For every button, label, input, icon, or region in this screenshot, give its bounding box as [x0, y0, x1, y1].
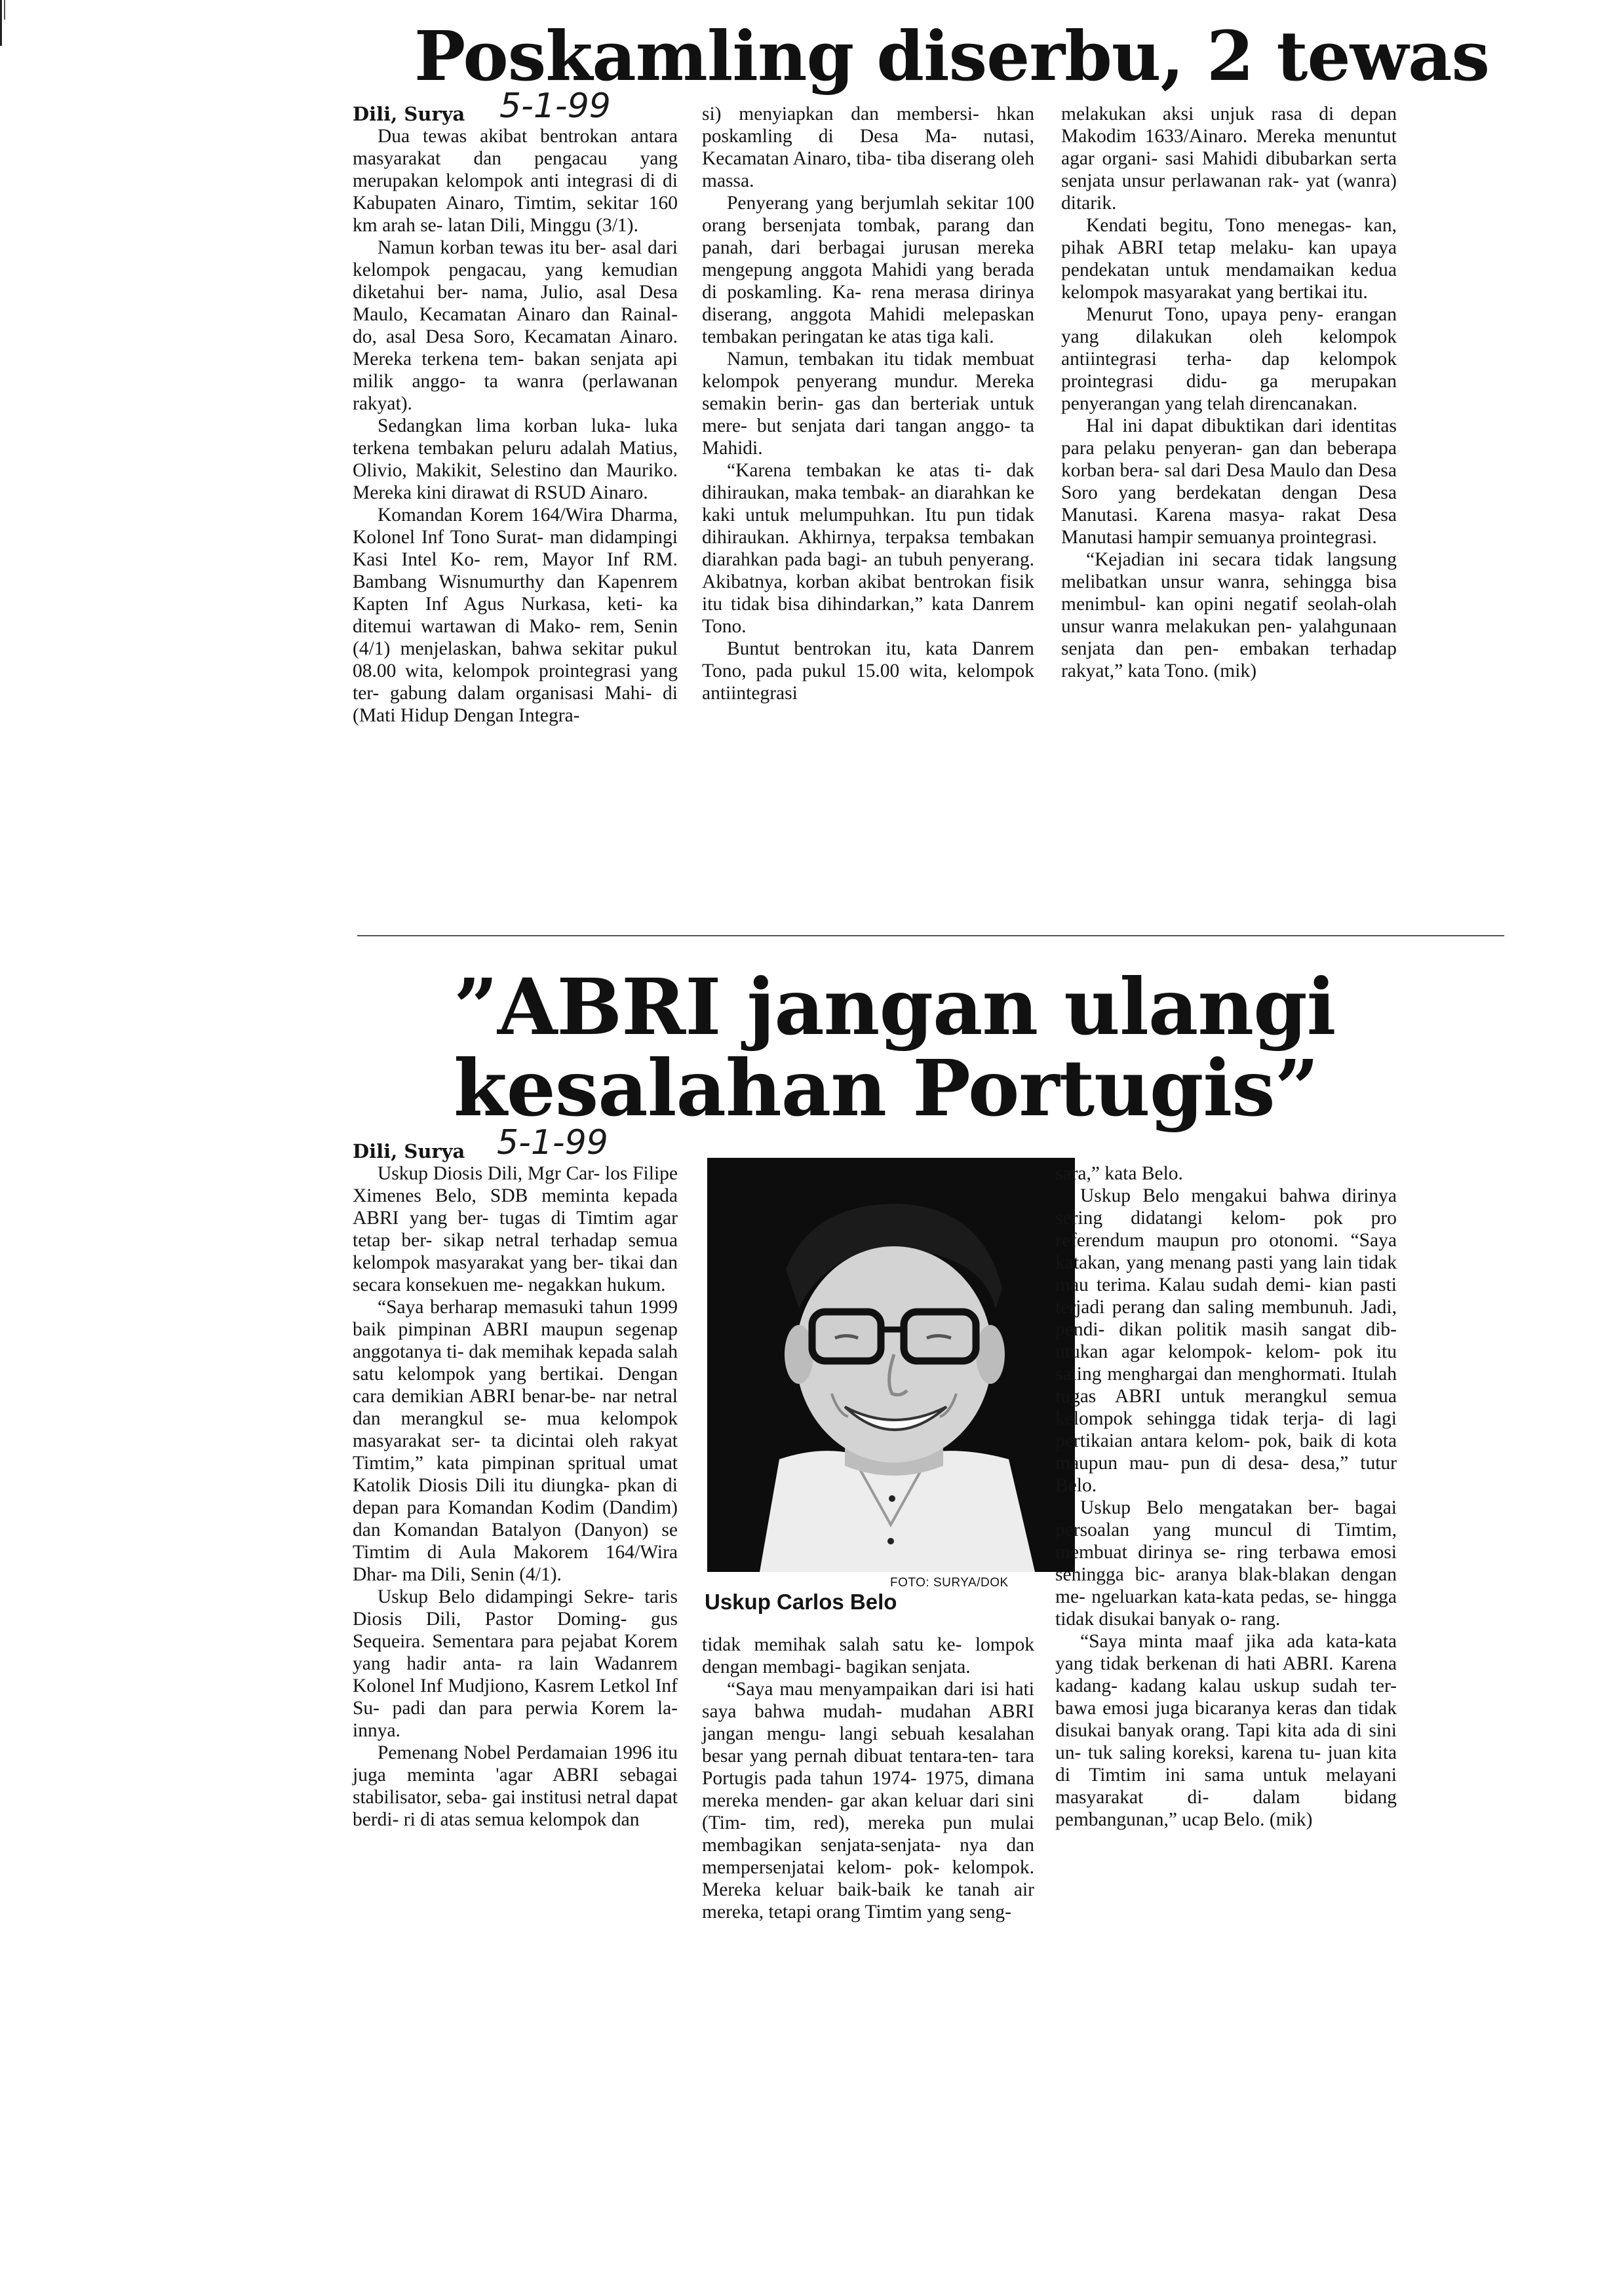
photo-credit: FOTO: SURYA/DOK: [890, 1576, 1009, 1590]
paragraph: “Karena tembakan ke atas ti- dak dihiraukan, maka tembak- an diarahkan ke kaki untuk melumpuhkan. Itu pun tidak dihiraukan. Akhirnya, terpaksa tembakan diarahkan pada bagi- an tubuh penyerang. Akibatnya, korban akibat bentrokan fisik itu tidak bisa dihindarkan,” kata Danrem Tono.: [702, 460, 1034, 637]
paragraph: “Saya berharap memasuki tahun 1999 baik pimpinan ABRI maupun segenap anggotanya ti- dak memihak kepada salah satu kelompok yang bertikai. Dengan cara demikian ABRI benar-be- nar netral dan merangkul se- mua kelompok masyarakat ser- ta dicintai oleh rakyat Timtim,” kata pimpinan spritual umat Katolik Diosis Dili itu diungka- pkan di depan para Komandan Kodim (Dandim) dan Komandan Batalyon (Danyon) se Timtim di Aula Makorem 164/Wira Dhar- ma Dili, Senin (4/1).: [353, 1297, 678, 1585]
paragraph: Buntut bentrokan itu, kata Danrem Tono, pada pukul 15.00 wita, kelompok antiintegrasi: [702, 638, 1034, 704]
paragraph: Hal ini dapat dibuktikan dari identitas para pelaku penyeran- gan dan beberapa korban bera- sal dari Desa Maulo dan Desa Soro yang berdekatan dengan Desa Manutasi. Karena masya- rakat Desa Manutasi hampir semuanya prointegrasi.: [1061, 415, 1397, 548]
paragraph: melakukan aksi unjuk rasa di depan Makodim 1633/Ainaro. Mereka menuntut agar organi- sasi Mahidi dibubarkan serta senjata unsur perlawanan rak- yat (wanra) ditarik.: [1061, 104, 1397, 214]
paragraph: Uskup Belo mengatakan ber- bagai persoalan yang muncul di Timtim, membuat dirinya se- ring terbawa emosi sehingga bic- aranya blak-blakan dengan me- ngeluarkan kata-kata pedas, se- hingga tidak disukai banyak o- rang.: [1055, 1497, 1397, 1630]
paragraph: sara,” kata Belo.: [1055, 1163, 1183, 1184]
scan-edge-mark: [0, 0, 2, 46]
paragraph: “Kejadian ini secara tidak langsung melibatkan unsur wanra, sehingga bisa menimbul- kan opini negatif seolah-olah unsur wanra melakukan pen- yalahgunaan senjata dan pen- embakan terhadap rakyat,” kata Tono. (mik): [1061, 549, 1397, 681]
paragraph: Sedangkan lima korban luka- luka terkena tembakan peluru adalah Matius, Olivio, Makikit, Selestino dan Mauriko. Mereka kini dirawat di RSUD Ainaro.: [353, 415, 678, 503]
article-separator: [357, 935, 1504, 936]
headline-article-2-line-1: ”ABRI jangan ulangi: [454, 961, 1336, 1052]
article-2-column-3: [1055, 1162, 1397, 1831]
paragraph: Namun korban tewas itu ber- asal dari kelompok pengacau, yang kemudian diketahui ber- nama, Julio, asal Desa Maulo, Kecamatan Ainaro dan Rainal- do, asal Desa Soro, Kecamatan Ainaro. Mereka terkena tem- bakan senjata api milik anggo- ta wanra (perlawanan rakyat).: [353, 237, 678, 414]
paragraph: Namun, tembakan itu tidak membuat kelompok penyerang mundur. Mereka semakin berin- gas dan berteriak untuk mere- but senjata dari tangan anggo- ta Mahidi.: [702, 349, 1034, 459]
paragraph: Menurut Tono, upaya peny- erangan yang dilakukan oleh kelompok antiintegrasi terha- dap kelompok prointegrasi didu- ga merupakan penyerangan yang telah direncanakan.: [1061, 304, 1397, 414]
byline-article-2: Dili, Surya: [353, 1140, 465, 1162]
paragraph: Dua tewas akibat bentrokan antara masyarakat dan pengacau yang merupakan kelompok anti integrasi di di Kabupaten Ainaro, Timtim, sekitar 160 km arah se- latan Dili, Minggu (3/1).: [353, 126, 678, 236]
paragraph: “Saya mau menyampaikan dari isi hati saya bahwa mudah- mudahan ABRI jangan mengu- langi sebuah kesalahan besar yang pernah dibuat tentara-ten- tara Portugis pada tahun 1974- 1975, dimana mereka menden- gar akan keluar dari sini (Tim- tim, red), mereka pun mulai membagikan senjata-senjata- nya dan mempersenjatai kelom- pok- kelompok. Mereka keluar baik-baik ke tanah air mereka, tetapi orang Timtim yang seng-: [702, 1679, 1034, 1923]
paragraph: Uskup Diosis Dili, Mgr Car- los Filipe Ximenes Belo, SDB meminta kepada ABRI yang ber- tugas di Timtim agar tetap ber- sikap netral terhadap semua kelompok masyarakat yang ber- tikai dan secara konsekuen me- negakkan hukum.: [353, 1163, 678, 1295]
paragraph: Pemenang Nobel Perdamaian 1996 itu juga meminta 'agar ABRI sebagai stabilisator, seba- gai institusi netral dapat berdi- ri di atas semua kelompok dan: [353, 1742, 678, 1830]
headline-article-1: Poskamling diserbu, 2 tewas: [414, 16, 1490, 96]
paragraph: Uskup Belo mengakui bahwa dirinya sering didatangi kelom- pok pro referendum maupun pro otonomi. “Saya katakan, yang menang pasti yang lain tidak mau terima. Kalau sudah demi- kian pasti terjadi perang dan saling membunuh. Jadi, pendi- dikan politik masih sangat dib- utukan agar kelompok- kelom- pok itu saling menghargai dan menghormati. Itulah tugas ABRI untuk merangkul semua kelompok sehingga tidak terja- di lagi pertikaian antara kelom- pok, baik di kota maupun mau- pun di desa- desa,” tutur Belo.: [1055, 1185, 1397, 1496]
paragraph: tidak memihak salah satu ke- lompok dengan membagi- bagikan senjata.: [702, 1634, 1034, 1677]
paragraph: “Saya minta maaf jika ada kata-kata yang tidak berkenan di hati ABRI. Karena kadang- kadang kalau uskup sudah ter- bawa emosi juga bicaranya keras dan tidak disukai banyak orang. Tapi kita ada di sini un- tuk saling koreksi, karena tu- juan kita di Timtim ini sama untuk melayani masyarakat di- dalam bidang pembangunan,” ucap Belo. (mik): [1055, 1631, 1397, 1830]
article-1-column-2: [702, 103, 1034, 704]
article-1-column-1: [353, 125, 678, 727]
article-2-column-1: [353, 1162, 678, 1831]
photo-uskup-belo: [707, 1158, 1075, 1572]
portrait-illustration: [707, 1158, 1075, 1572]
handwritten-date-article-2: 5-1-99: [497, 1123, 608, 1162]
headline-article-2-line-2: kesalahan Portugis”: [454, 1043, 1319, 1134]
byline-article-1: Dili, Surya: [353, 103, 465, 125]
article-1-column-3: [1061, 103, 1397, 682]
photo-caption: Uskup Carlos Belo: [705, 1590, 897, 1614]
paragraph: Kendati begitu, Tono menegas- kan, pihak ABRI tetap melaku- kan upaya pendekatan untuk mendamaikan kedua kelompok masyarakat yang bertikai itu.: [1061, 215, 1397, 303]
paragraph: Uskup Belo didampingi Sekre- taris Diosis Dili, Pastor Doming- gus Sequeira. Sementara para pejabat Korem yang hadir anta- ra lain Wadanrem Kolonel Inf Mudjiono, Kasrem Letkol Inf Su- padi dan para perwia Korem la- innya.: [353, 1586, 678, 1741]
paragraph: si) menyiapkan dan membersi- hkan poskamling di Desa Ma- nutasi, Kecamatan Ainaro, tiba- tiba diserang oleh massa.: [702, 104, 1034, 191]
paragraph: Penyerang yang berjumlah sekitar 100 orang bersenjata tombak, parang dan panah, dari berbagai jurusan mereka mengepung anggota Mahidi yang berada di poskamling. Ka- rena merasa dirinya diserang, anggota Mahidi melepaskan tembakan peringatan ke atas tiga kali.: [702, 193, 1034, 347]
handwritten-date-article-1: 5-1-99: [499, 86, 611, 126]
paragraph: Komandan Korem 164/Wira Dharma, Kolonel Inf Tono Surat- man didampingi Kasi Intel Ko- rem, Mayor Inf RM. Bambang Wisnumurthy dan Kapenrem Kapten Inf Agus Nurkasa, keti- ka ditemui wartawan di Mako- rem, Senin (4/1) menjelaskan, bahwa sekitar pukul 08.00 wita, kelompok prointegrasi yang ter- gabung dalam organisasi Mahi- di (Mati Hidup Dengan Integra-: [353, 505, 678, 726]
scan-edge-mark: [4, 0, 5, 20]
article-2-column-2: [702, 1634, 1034, 1923]
